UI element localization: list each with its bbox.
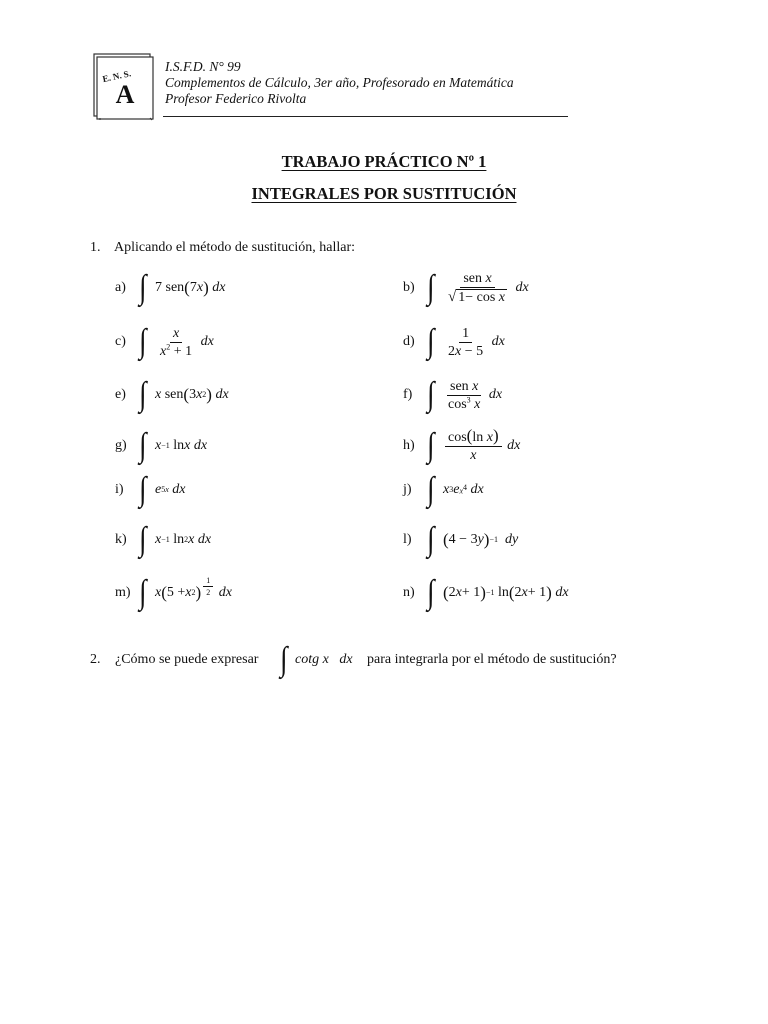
exercise-i: i) ∫ e 5x dx [115, 471, 186, 508]
professor-name: Profesor Federico Rivolta [165, 91, 307, 106]
exercise-m: m) ∫ x ( 5 + x 2 ) $\frac{1}{2}$ dx [115, 574, 232, 611]
question-2 [90, 640, 730, 680]
expression-g: x −1 ln x dx [155, 438, 208, 453]
exercise-n: n) ∫ ( 2 x + 1 ) −1 ln ( 2 x + 1 ) dx [403, 574, 569, 611]
exercise-l: l) ∫ ( 4 − 3 y ) −1 dy [403, 521, 519, 558]
exercise-b: b) ∫ sen x √ 1− cos x dx [403, 269, 529, 306]
expression-c: $\frac{x}{x^2 + 1}$ dx [160, 325, 214, 359]
integral-sign: ∫ [427, 376, 435, 413]
expression-h: $\frac{\text{cos(ln x)}}{x}$ dx [443, 426, 520, 466]
expression-k: x −1 ln 2 x dx [155, 532, 212, 547]
integral-sign: ∫ [427, 323, 435, 360]
question-1-text: Aplicando el método de sustitución, hallar: [114, 240, 356, 255]
question-1: 1. Aplicando el método de sustitución, hallar: [90, 240, 356, 255]
question-2-number: 2. [90, 652, 101, 667]
integral-sign: ∫ [280, 641, 288, 678]
integral-sign: ∫ [427, 427, 435, 464]
integral-sign: ∫ [427, 269, 435, 306]
integral-sign: ∫ [427, 574, 435, 611]
document-subtitle: INTEGRALES POR SUSTITUCIÓN [251, 184, 517, 203]
expression-m: x ( 5 + x 2 ) $\frac{1}{2}$ dx [155, 575, 232, 602]
school-logo [92, 52, 154, 122]
integral-sign: ∫ [139, 574, 147, 611]
exercise-g: g) ∫ x −1 ln x dx [115, 427, 208, 464]
integral-sign: ∫ [139, 323, 147, 360]
question-2-text-after: para integrarla por el método de sustitución? [367, 652, 617, 667]
svg-text:A: A [115, 80, 135, 109]
integral-sign: ∫ [139, 269, 147, 306]
course-name: Complementos de Cálculo, 3er año, Profesorado en Matemática [165, 75, 514, 90]
expression-a: 7 sen ( 7 x ) dx [155, 278, 226, 297]
exercise-d: d) ∫ $\frac{1}{2x - 5}$ dx [403, 323, 505, 360]
header-divider [163, 116, 568, 117]
document-title: TRABAJO PRÁCTICO Nº 1 [281, 152, 487, 171]
expression-n: ( 2 x + 1 ) −1 ln ( 2 x + 1 ) dx [443, 583, 569, 602]
expression-j: x 3 e $x^4$ dx [443, 482, 484, 497]
integral-sign: ∫ [139, 471, 147, 508]
institute-name: I.S.F.D. N° 99 [165, 59, 241, 74]
integral-sign: ∫ [427, 471, 435, 508]
expression-f: $\frac{\text{sen x}}{\cos^3 x}$ dx [448, 378, 503, 412]
integral-sign: ∫ [139, 427, 147, 464]
exercise-j: j) ∫ x 3 e $x^4$ dx [403, 471, 484, 508]
expression-e: x sen ( 3 x 2 ) dx [155, 385, 229, 404]
header-block [165, 59, 514, 107]
expression-d: $\frac{1}{2x - 5}$ dx [448, 325, 505, 359]
integral-sign: ∫ [139, 376, 147, 413]
expression-b: sen x √ 1− cos x dx [448, 271, 529, 305]
integral-sign: ∫ [139, 521, 147, 558]
exercise-f: f) ∫ $\frac{\text{sen x}}{\cos^3 x}$ dx [403, 376, 503, 413]
exercise-e: e) ∫ x sen ( 3 x 2 ) dx [115, 376, 229, 413]
expression-i: e 5x dx [155, 482, 186, 497]
question-2-expression: cotg x dx [295, 652, 353, 667]
exercise-a: a) ∫ 7 sen ( 7 x ) dx [115, 269, 226, 306]
exercise-h: h) ∫ $\frac{\text{cos(ln x)}}{x}$ dx [403, 426, 521, 464]
exercise-k: k) ∫ x −1 ln 2 x dx [115, 521, 212, 558]
svg-text:E. N. S.: E. N. S. [101, 68, 132, 85]
integral-sign: ∫ [427, 521, 435, 558]
expression-l: ( 4 − 3 y ) −1 dy [443, 530, 519, 549]
question-2-text-before: ¿Cómo se puede expresar [115, 652, 259, 667]
exercise-c: c) ∫ $\frac{x}{x^2 + 1}$ dx [115, 323, 214, 360]
